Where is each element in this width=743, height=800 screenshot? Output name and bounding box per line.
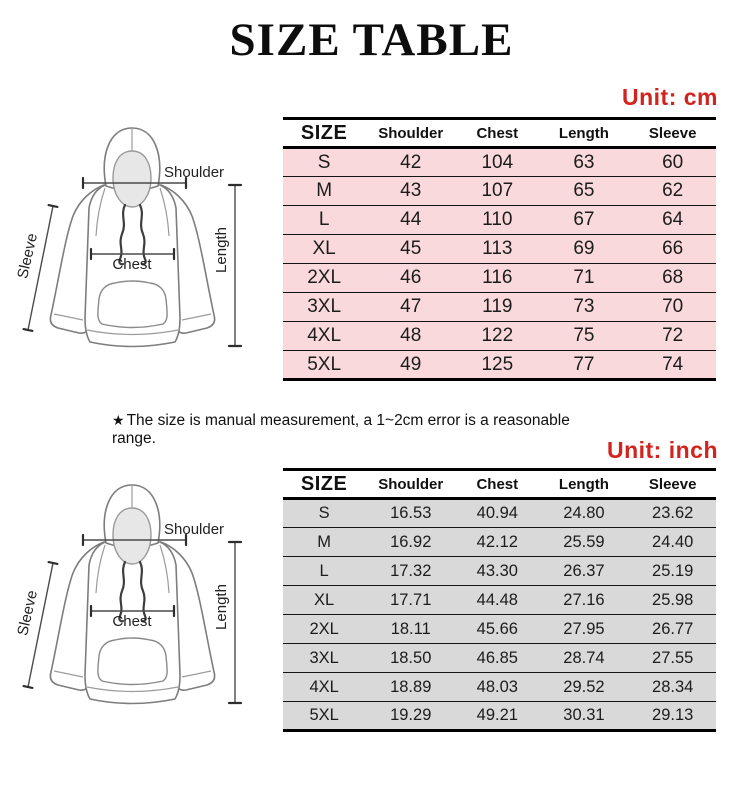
value-cell: 42	[400, 151, 422, 173]
column-header-length: Length	[558, 124, 609, 142]
column-header-sleeve: Sleeve	[648, 124, 697, 142]
size-cell: 3XL	[309, 648, 339, 667]
value-cell: 43.30	[476, 561, 518, 580]
value-cell: 25.19	[652, 561, 694, 580]
column-header-shoulder: Shoulder	[378, 124, 444, 142]
value-cell: 26.77	[652, 619, 694, 638]
value-cell: 69	[573, 238, 595, 259]
table-row	[283, 351, 716, 380]
table-row	[283, 499, 716, 528]
page-title: SIZE TABLE	[229, 14, 514, 66]
star-icon: ★	[112, 412, 125, 428]
value-cell: 29.52	[563, 677, 605, 696]
size-cell: 2XL	[307, 267, 342, 288]
value-cell: 17.32	[390, 561, 432, 580]
column-header-shoulder: Shoulder	[378, 475, 444, 493]
unit-cm-label: Unit: cm	[622, 84, 718, 110]
table-row	[283, 673, 716, 702]
value-cell: 64	[662, 209, 684, 230]
table-row	[283, 293, 716, 322]
value-cell: 104	[481, 151, 514, 173]
table-row	[283, 586, 716, 615]
size-cell: L	[319, 561, 329, 580]
column-header-chest: Chest	[476, 124, 519, 142]
value-cell: 16.92	[390, 532, 432, 551]
size-cell: M	[316, 180, 333, 201]
value-cell: 24.40	[652, 532, 694, 551]
value-cell: 72	[662, 325, 684, 346]
size-cell: 2XL	[309, 619, 339, 638]
header-row	[283, 119, 716, 148]
size-cell: S	[318, 504, 330, 522]
table-row	[283, 235, 716, 264]
value-cell: 27.95	[563, 619, 605, 638]
value-cell: 18.11	[390, 619, 431, 638]
value-cell: 71	[573, 267, 595, 288]
unit-inch-label: Unit: inch	[606, 437, 718, 463]
table-row	[283, 148, 716, 177]
table-row	[283, 322, 716, 351]
value-cell: 116	[482, 267, 513, 288]
value-cell: 26.37	[563, 561, 605, 580]
value-cell: 48.03	[476, 677, 518, 696]
value-cell: 122	[481, 325, 514, 346]
value-cell: 67	[573, 209, 595, 230]
value-cell: 18.89	[390, 677, 432, 696]
value-cell: 75	[573, 325, 595, 346]
value-cell: 28.34	[652, 677, 694, 696]
hoodie-diagram-cm	[5, 118, 260, 353]
column-header-chest: Chest	[476, 475, 519, 493]
size-cell: 4XL	[309, 677, 339, 696]
measurement-note	[112, 412, 612, 448]
value-cell: 28.74	[563, 648, 605, 667]
value-cell: 77	[573, 353, 595, 375]
value-cell: 46.85	[476, 648, 518, 667]
size-cell: XL	[314, 590, 335, 609]
value-cell: 45	[400, 238, 422, 259]
size-cell: 4XL	[307, 325, 342, 346]
table-row	[283, 528, 716, 557]
header-row	[283, 470, 716, 499]
value-cell: 27.16	[563, 590, 605, 609]
hoodie-diagram-inch	[5, 475, 260, 710]
value-cell: 25.59	[563, 532, 605, 551]
table-row	[283, 644, 716, 673]
value-cell: 47	[400, 296, 422, 317]
value-cell: 49	[400, 353, 422, 375]
value-cell: 16.53	[390, 504, 432, 522]
value-cell: 25.98	[652, 590, 694, 609]
value-cell: 23.62	[652, 504, 694, 522]
table-row	[283, 615, 716, 644]
value-cell: 48	[400, 325, 422, 346]
value-cell: 24.80	[563, 504, 605, 522]
value-cell: 42.12	[476, 532, 518, 551]
value-cell: 63	[573, 151, 595, 173]
value-cell: 17.71	[390, 590, 432, 609]
size-cell: S	[317, 151, 331, 173]
value-cell: 27.55	[652, 648, 694, 667]
column-header-size: SIZE	[300, 121, 348, 144]
column-header-length: Length	[558, 475, 609, 493]
value-cell: 65	[573, 180, 595, 201]
value-cell: 44	[400, 209, 422, 230]
table-row	[283, 264, 716, 293]
size-cell: 3XL	[307, 296, 342, 317]
size-table-inch	[283, 468, 716, 732]
size-cell: 5XL	[307, 353, 342, 375]
table-row	[283, 177, 716, 206]
value-cell: 119	[482, 296, 513, 317]
value-cell: 70	[662, 296, 684, 317]
size-table-cm	[283, 117, 716, 381]
value-cell: 45.66	[476, 619, 518, 638]
value-cell: 49.21	[476, 706, 518, 724]
value-cell: 73	[573, 296, 595, 317]
value-cell: 18.50	[390, 648, 432, 667]
value-cell: 68	[662, 267, 684, 288]
value-cell: 19.29	[390, 706, 432, 724]
size-table-cm-body	[283, 148, 716, 380]
size-table-inch-head	[283, 470, 716, 499]
value-cell: 62	[662, 180, 684, 201]
value-cell: 74	[662, 353, 684, 375]
column-header-sleeve: Sleeve	[648, 475, 697, 493]
size-cell: L	[318, 209, 330, 230]
value-cell: 29.13	[652, 706, 694, 724]
table-row	[283, 206, 716, 235]
value-cell: 40.94	[476, 504, 518, 522]
size-table-cm-head	[283, 119, 716, 148]
measurement-note-text: The size is manual measurement, a 1~2cm error is a reasonable range.	[112, 412, 570, 447]
value-cell: 46	[400, 267, 422, 288]
size-cell: XL	[312, 238, 336, 259]
size-table-inch-body	[283, 499, 716, 731]
value-cell: 66	[662, 238, 684, 259]
table-row	[283, 557, 716, 586]
value-cell: 60	[662, 151, 684, 173]
value-cell: 125	[481, 353, 514, 375]
value-cell: 110	[482, 209, 513, 230]
column-header-size: SIZE	[300, 472, 348, 495]
value-cell: 30.31	[563, 706, 605, 724]
value-cell: 107	[481, 180, 514, 201]
value-cell: 113	[482, 238, 513, 259]
value-cell: 44.48	[476, 590, 518, 609]
size-cell: 5XL	[309, 706, 339, 724]
value-cell: 43	[400, 180, 422, 201]
table-row	[283, 702, 716, 731]
size-cell: M	[317, 532, 331, 551]
